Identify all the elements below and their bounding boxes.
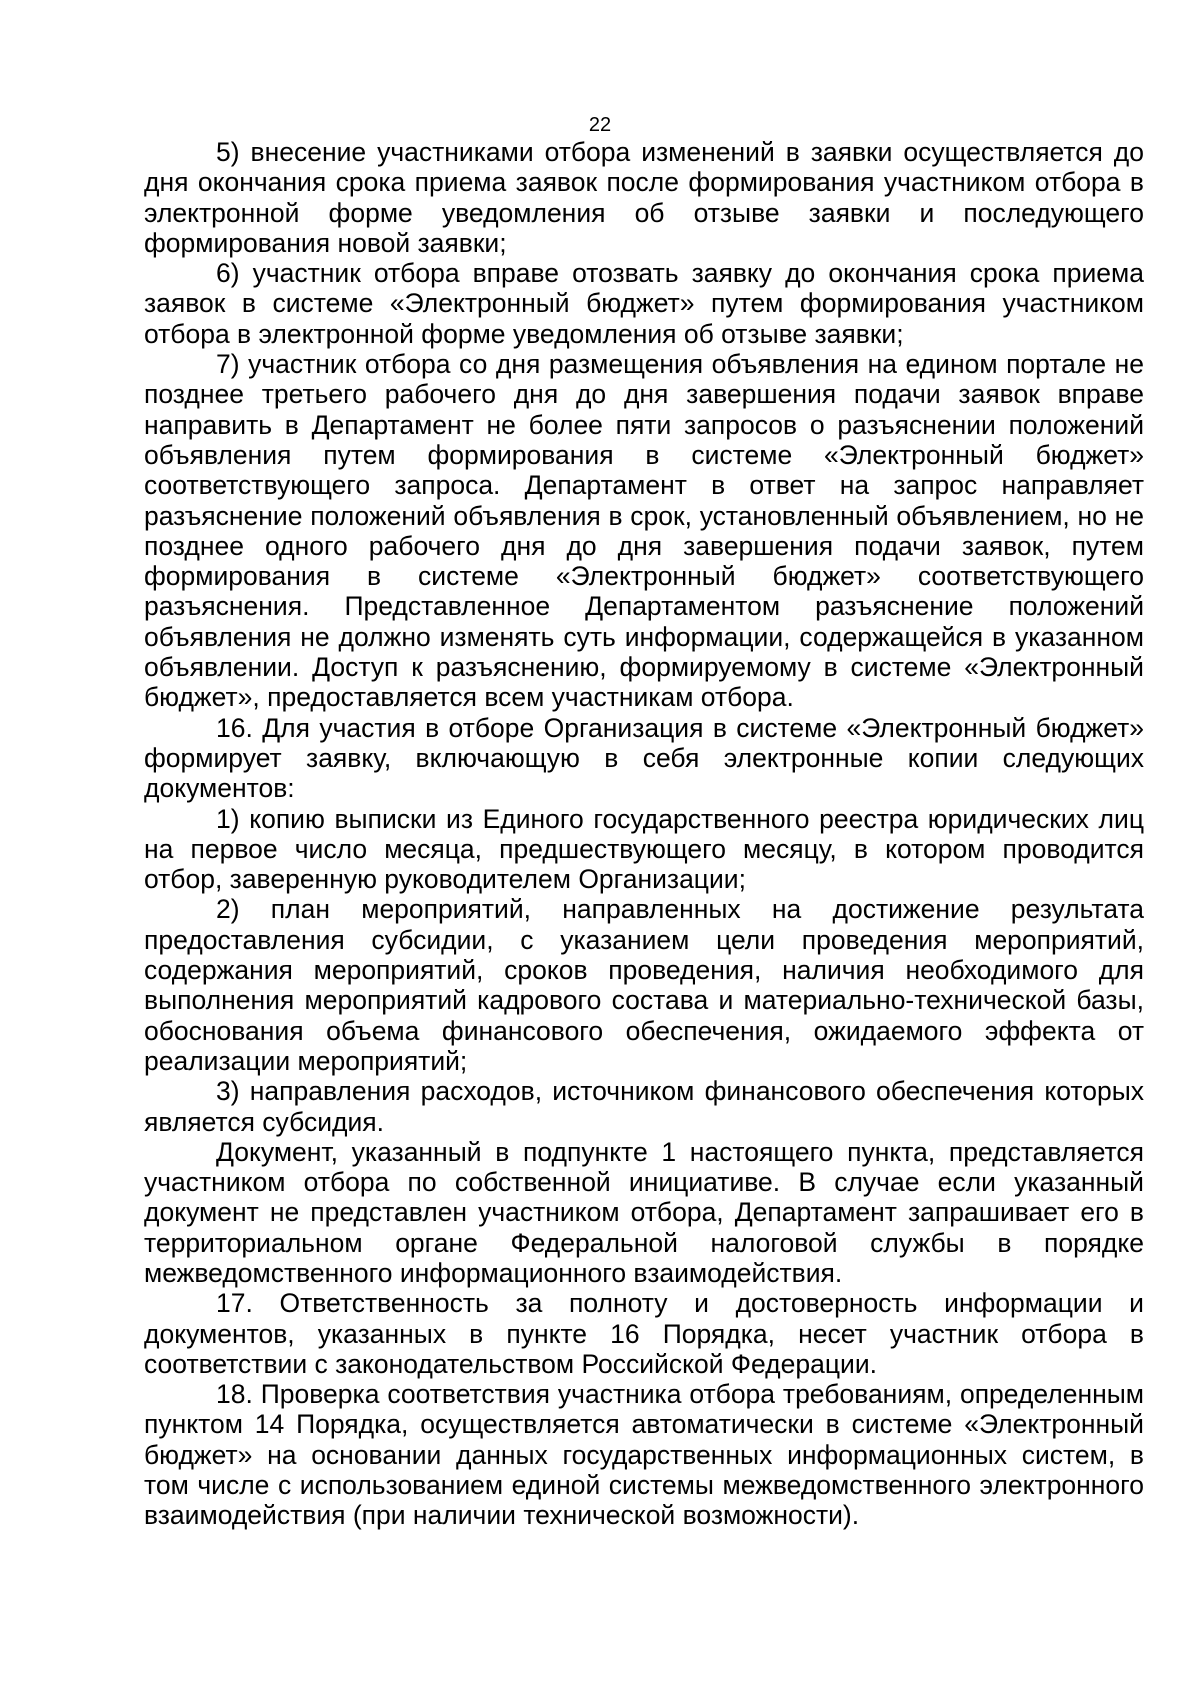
paragraph-subitem-2: 2) план мероприятий, направленных на достижение результата предоставления субсидии, с указанием цели проведения мероприятий, содержания мероприятий, сроков проведения, наличия необходимого для выполнения мероприятий кадрового состава и материально-технической базы, обоснования объема финансового обеспечения, ожидаемого эффекта от реализации мероприятий; [144, 894, 1144, 1076]
paragraph-item-5: 5) внесение участниками отбора изменений в заявки осуществляется до дня окончания срока приема заявок после формирования участником отбора в электронной форме уведомления об отзыве заявки и последующего формирования новой заявки; [144, 137, 1144, 258]
paragraph-subitem-3: 3) направления расходов, источником финансового обеспечения которых является субсидия. [144, 1076, 1144, 1137]
paragraph-clause-17: 17. Ответственность за полноту и достоверность информации и документов, указанных в пункте 16 Порядка, несет участник отбора в соответствии с законодательством Российской Федерации. [144, 1288, 1144, 1379]
document-body [144, 137, 1144, 1531]
paragraph-item-7: 7) участник отбора со дня размещения объявления на едином портале не позднее третьего рабочего дня до дня завершения подачи заявок вправе направить в Департамент не более пяти запросов о разъяснении положений объявления путем формирования в системе «Электронный бюджет» соответствующего запроса. Департамент в ответ на запрос направляет разъяснение положений объявления в срок, установленный объявлением, но не позднее одного рабочего дня до дня завершения подачи заявок, путем формирования в системе «Электронный бюджет» соответствующего разъяснения. Представленное Департаментом разъяснение положений объявления не должно изменять суть информации, содержащейся в указанном объявлении. Доступ к разъяснению, формируемому в системе «Электронный бюджет», предоставляется всем участникам отбора. [144, 349, 1144, 713]
paragraph-document-note: Документ, указанный в подпункте 1 настоящего пункта, представляется участником отбора по собственной инициативе. В случае если указанный документ не представлен участником отбора, Департамент запрашивает его в территориальном органе Федеральной налоговой службы в порядке межведомственного информационного взаимодействия. [144, 1136, 1144, 1288]
paragraph-clause-16: 16. Для участия в отборе Организация в системе «Электронный бюджет» формирует заявку, включающую в себя электронные копии следующих документов: [144, 712, 1144, 804]
paragraph-clause-18: 18. Проверка соответствия участника отбора требованиям, определенным пунктом 14 Порядка, осуществляется автоматически в системе «Электронный бюджет» на основании данных государственных информационных систем, в том числе с использованием единой системы межведомственного электронного взаимодействия (при наличии технической возможности). [144, 1379, 1144, 1531]
paragraph-subitem-1: 1) копию выписки из Единого государственного реестра юридических лиц на первое число месяца, предшествующего месяцу, в котором проводится отбор, заверенную руководителем Организации; [144, 803, 1144, 895]
page-number: 22 [588, 114, 612, 136]
paragraph-item-6: 6) участник отбора вправе отозвать заявку до окончания срока приема заявок в системе «Электронный бюджет» путем формирования участником отбора в электронной форме уведомления об отзыве заявки; [144, 258, 1144, 349]
